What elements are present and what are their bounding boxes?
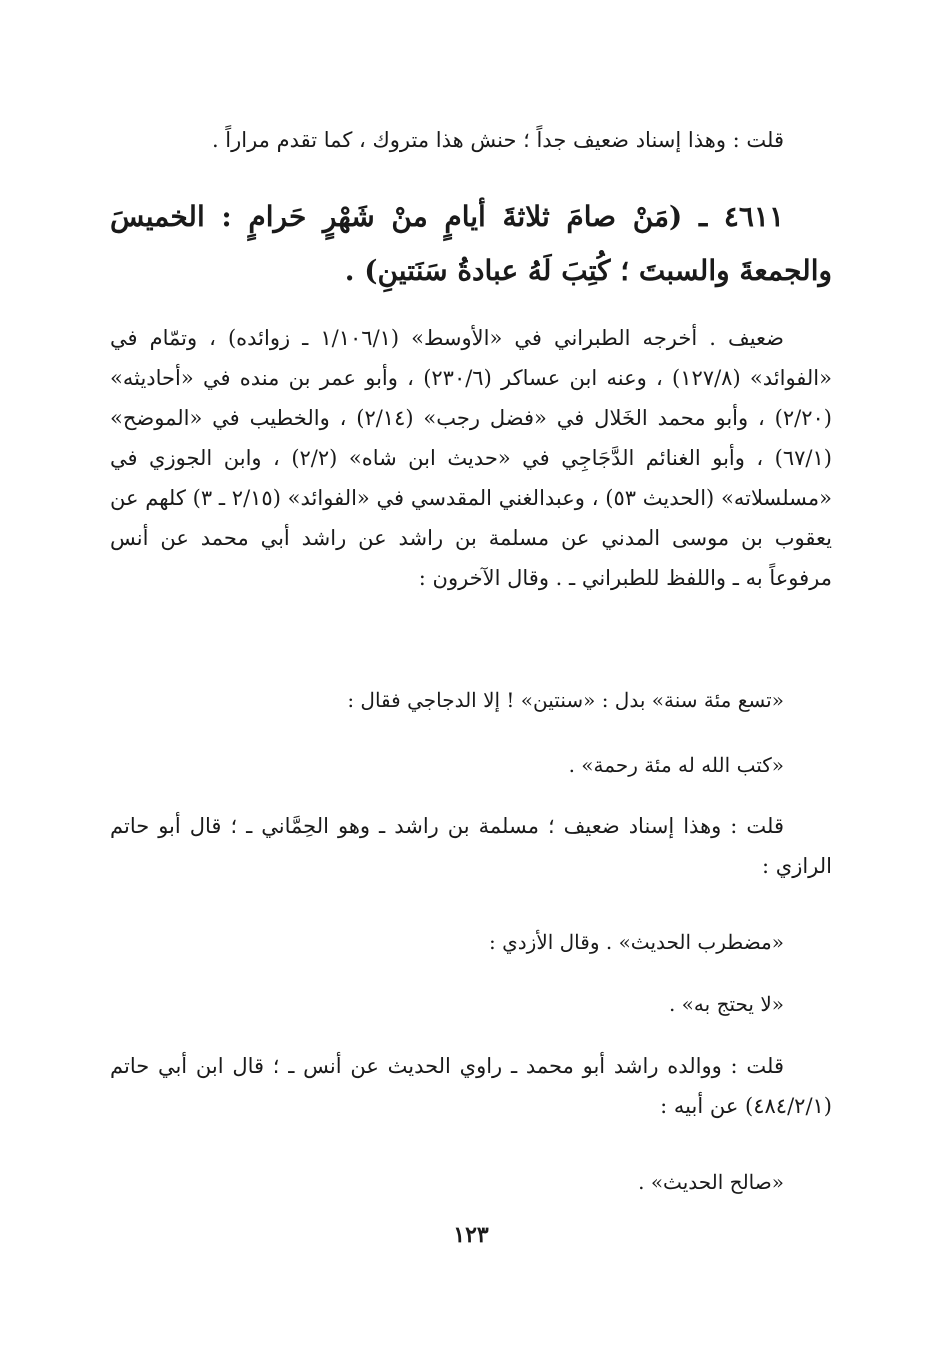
- hadith-body: ـ (مَنْ صامَ ثلاثةَ أيامٍ منْ شَهْرٍ حَرامٍ : الخميسَ والجمعةَ والسبتَ ؛ كُتِبَ لَهُ عبادةُ سَنَتينِ) .: [110, 200, 832, 287]
- quote-text: «تسع مئة سنة» بدل : «سنتين» ! إلا الدجاجي فقال :: [347, 688, 784, 712]
- paragraph-4: [110, 1046, 832, 1126]
- quote-text: «كتب الله له مئة رحمة» .: [568, 753, 784, 777]
- quote-4: [110, 984, 832, 1024]
- paragraph-3: [110, 806, 832, 886]
- paragraph-text: قلت : وهذا إسناد ضعيف جداً ؛ حنش هذا متروك ، كما تقدم مراراً .: [211, 128, 784, 152]
- page-number: ١٢٣: [453, 1222, 489, 1248]
- quote-3: [110, 922, 832, 962]
- hadith-heading: [110, 190, 832, 298]
- quote-text: «مضطرب الحديث» . وقال الأزدي :: [489, 930, 784, 954]
- paragraph-1: [110, 120, 832, 160]
- paragraph-text: ضعيف . أخرجه الطبراني في «الأوسط» (١/١٠٦/١ ـ زوائده) ، وتمّام في «الفوائد» (١٢٧/٨) ، وعنه ابن عساكر (٢٣٠/٦) ، وأبو عمر بن منده في «أحاديثه» (٢/٢٠) ، وأبو محمد الخَلال في «فضل رجب» (٢/١٤) ، والخطيب في «الموضح» (٦٧/١) ، وأبو الغنائم الدَّجَاجِي في «حديث ابن شاه» (٢/٢) ، وابن الجوزي في «مسلسلاته» (الحديث ٥٣) ، وعبدالغني المقدسي في «الفوائد» (٢/١٥ ـ ٣) كلهم عن يعقوب بن موسى المدني عن مسلمة بن راشد عن راشد أبي محمد عن أنس مرفوعاً به ـ واللفظ للطبراني ـ . وقال الآخرون :: [110, 326, 832, 590]
- paragraph-text: قلت : ووالده راشد أبو محمد ـ راوي الحديث عن أنس ـ ؛ قال ابن أبي حاتم (٤٨٤/٢/١) عن أبيه :: [110, 1054, 832, 1118]
- paragraph-text: قلت : وهذا إسناد ضعيف ؛ مسلمة بن راشد ـ وهو الحِمَّاني ـ ؛ قال أبو حاتم الرازي :: [110, 814, 832, 878]
- quote-5: [110, 1162, 832, 1202]
- paragraph-2: [110, 318, 832, 598]
- quote-2: [110, 745, 832, 785]
- hadith-number: ٤٦١١: [723, 200, 784, 233]
- hadith-text: [110, 190, 832, 298]
- quote-text: «صالح الحديث» .: [638, 1170, 784, 1194]
- quote-1: [110, 680, 832, 720]
- quote-text: «لا يحتج به» .: [668, 992, 784, 1016]
